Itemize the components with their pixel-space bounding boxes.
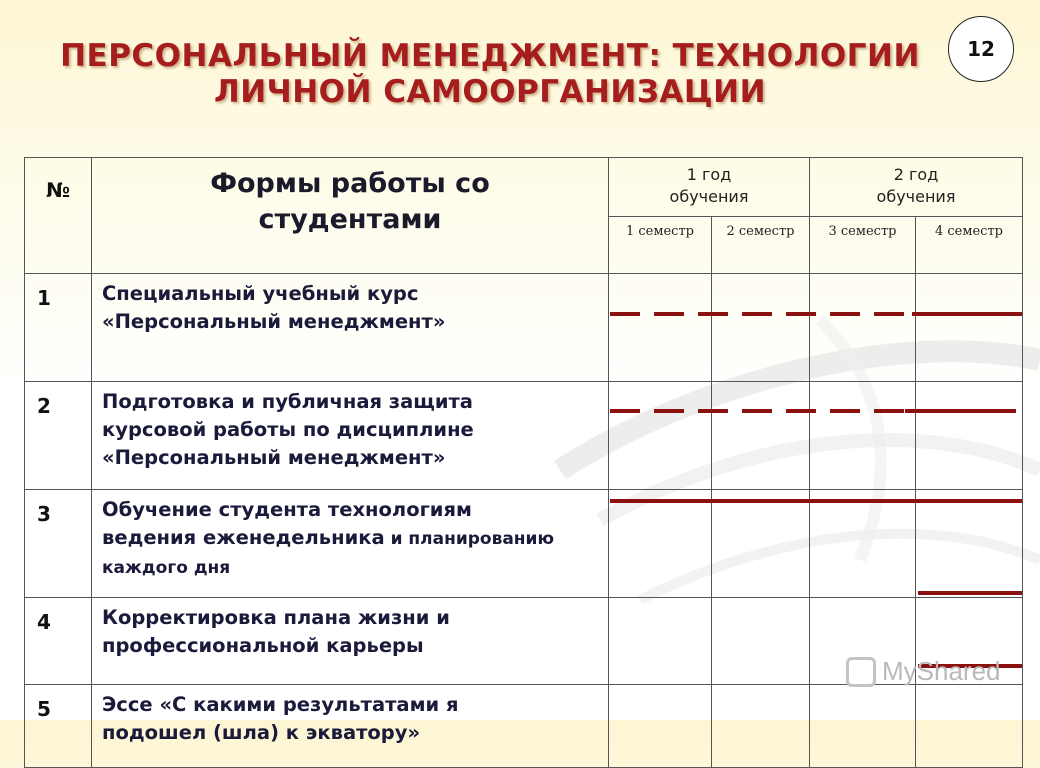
header-year-2-text: 2 год обучения: [876, 165, 956, 206]
row-text: [92, 598, 609, 685]
row-number: 1: [25, 274, 92, 382]
row-text-content: Корректировка плана жизни и профессиональной карьеры: [102, 606, 450, 657]
slide-number-badge: [948, 16, 1014, 82]
slide-title: [40, 38, 940, 110]
cell: [712, 490, 810, 598]
watermark: [846, 656, 1001, 687]
row-text: [92, 490, 609, 598]
row-number: 5: [25, 685, 92, 768]
cell: [810, 490, 916, 598]
semester-1: [609, 217, 712, 274]
cell: [712, 685, 810, 768]
cell: [916, 685, 1023, 768]
header-year-1: [609, 158, 810, 217]
cell: [609, 382, 712, 490]
row-text-content: Эссе «С какими результатами я подошел (шла) к экватору»: [102, 693, 459, 744]
watermark-icon: [846, 657, 876, 687]
slide-title-line1: ПЕРСОНАЛЬНЫЙ МЕНЕДЖМЕНТ: ТЕХНОЛОГИИ: [60, 38, 920, 74]
slide-number: 12: [967, 37, 995, 61]
cell: [609, 274, 712, 382]
watermark-text: MyShared: [882, 656, 1001, 686]
cell: [810, 382, 916, 490]
header-row: [25, 158, 1023, 217]
row-text-tail: и планированию каждого дня: [102, 529, 554, 578]
row-text-content: Подготовка и публичная защита курсовой работы по дисциплине «Персональный менеджмент»: [102, 390, 474, 469]
semester-3: [810, 217, 916, 274]
row-number: 4: [25, 598, 92, 685]
semester-4-text: 4 семестр: [935, 224, 1003, 239]
table-row: [25, 382, 1023, 490]
cell: [609, 685, 712, 768]
cell: [609, 598, 712, 685]
cell: [712, 382, 810, 490]
semester-4: [916, 217, 1023, 274]
semester-1-text: 1 семестр: [626, 224, 694, 239]
header-forms: [92, 158, 609, 274]
header-number: №: [25, 158, 92, 274]
cell: [810, 685, 916, 768]
cell: [609, 490, 712, 598]
header-year-2: [810, 158, 1023, 217]
row-number: 2: [25, 382, 92, 490]
row-text-main: Обучение студента технологиям ведения еженедельника: [102, 498, 472, 549]
cell: [916, 490, 1023, 598]
header-year-1-text: 1 год обучения: [669, 165, 749, 206]
row-number: 3: [25, 490, 92, 598]
header-forms-text: Формы работы со студентами: [210, 168, 490, 235]
row-text: [92, 274, 609, 382]
slide-title-line2: ЛИЧНОЙ САМООРГАНИЗАЦИИ: [213, 74, 767, 110]
semester-3-text: 3 семестр: [828, 224, 897, 239]
cell: [916, 382, 1023, 490]
cell: [916, 274, 1023, 382]
cell: [712, 274, 810, 382]
cell: [712, 598, 810, 685]
semester-2: [712, 217, 810, 274]
table-row: [25, 490, 1023, 598]
row-text: [92, 685, 609, 768]
cell: [810, 274, 916, 382]
table-row: [25, 685, 1023, 768]
table-row: [25, 274, 1023, 382]
row-text: [92, 382, 609, 490]
semester-2-text: 2 семестр: [726, 224, 795, 239]
row-text-content: Специальный учебный курс «Персональный менеджмент»: [102, 282, 446, 333]
